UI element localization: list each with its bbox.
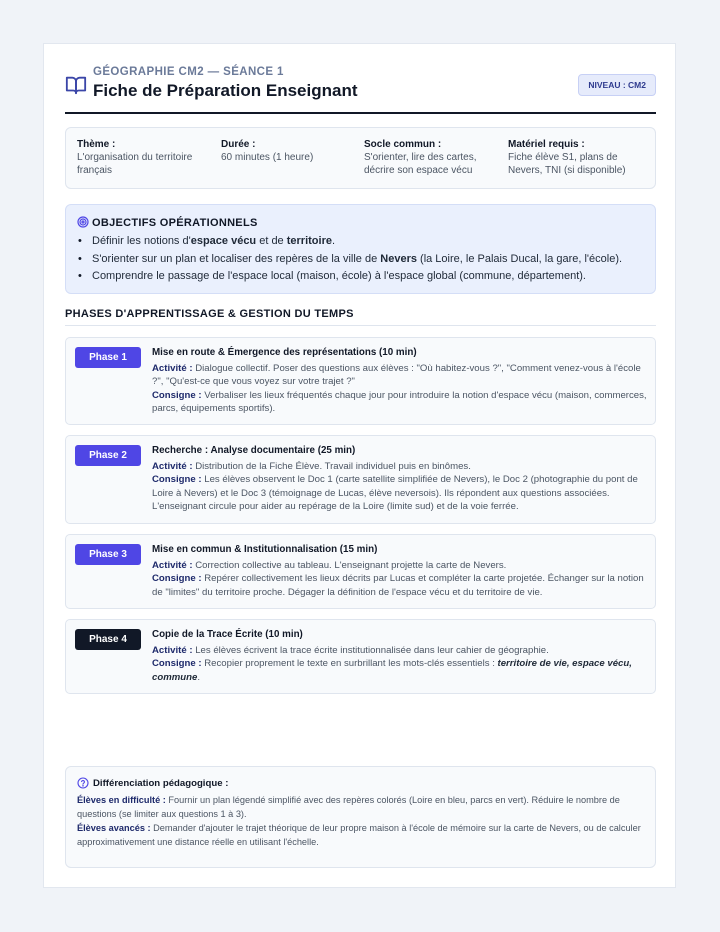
meta-value: Fiche élève S1, plans de Nevers, TNI (si disponible) <box>508 152 626 176</box>
phase-instruction: Consigne : Les élèves observent le Doc 1 (carte satellite simplifiée de Nevers), le Doc 2 (photographie du pont de Loire à Nevers) et le Doc 3 (témoignage de Lucas, élève neversois). Ils répondent aux questions associées. L'enseignant circule pour aider au repérage de la Loire (limite sud) et de la voie ferrée. <box>152 474 638 512</box>
keywords: territoire de vie, espace vécu, commune <box>152 658 632 683</box>
meta-value: 60 minutes (1 heure) <box>221 152 314 163</box>
phase-badge: Phase 3 <box>75 544 141 565</box>
phase-title: Mise en commun & Institutionnalisation (15 min) <box>152 544 378 555</box>
meta-duration <box>221 138 351 164</box>
differentiation-heading: Différenciation pédagogique : <box>77 777 228 789</box>
phase-badge: Phase 2 <box>75 445 141 466</box>
differentiation-box <box>65 766 656 868</box>
meta-value: L'organisation du territoire français <box>77 152 193 176</box>
phases-section-title: PHASES D'APPRENTISSAGE & GESTION DU TEMPS <box>65 308 656 326</box>
book-open-icon <box>65 74 87 96</box>
meta-material <box>508 138 638 177</box>
lesson-plan-page <box>43 43 676 888</box>
phase-title: Copie de la Trace Écrite (10 min) <box>152 629 303 640</box>
phase-instruction: Consigne : Recopier proprement le texte en surbrillant les mots-clés essentiels : territoire de vie, espace vécu, commune. <box>152 658 632 683</box>
meta-value: S'orienter, lire des cartes, décrire son espace vécu <box>364 152 477 176</box>
phase-body <box>152 346 649 416</box>
meta-label: Matériel requis : <box>508 139 585 150</box>
phase-activity: Activité : Distribution de la Fiche Élève. Travail individuel puis en binômes. <box>152 460 471 472</box>
list-item: • Comprendre le passage de l'espace local (maison, école) à l'espace global (commune, département). <box>78 268 622 286</box>
phase-activity: Activité : Dialogue collectif. Poser des questions aux élèves : "Où habitez-vous ?", "Comment venez-vous à l'école ?", "Qu'est-ce que vous voyez sur votre trajet ?" <box>152 362 641 387</box>
phase-body <box>152 543 649 599</box>
phase-badge: Phase 4 <box>75 629 141 650</box>
differentiation-body <box>77 793 646 849</box>
phase-card-1 <box>65 337 656 425</box>
phase-activity: Activité : Correction collective au tableau. L'enseignant projette la carte de Nevers. <box>152 559 507 571</box>
meta-label: Socle commun : <box>364 139 442 150</box>
phase-body <box>152 444 649 514</box>
phase-instruction: Consigne : Repérer collectivement les lieux décrits par Lucas et compléter la carte projetée. Échanger sur la notion de "limites" du territoire proche. Dégager la définition de l'espace vécu et du territoire de vie. <box>152 573 644 598</box>
phase-card-4 <box>65 619 656 694</box>
objectives-box <box>65 204 656 294</box>
objectives-list <box>78 233 622 286</box>
phase-activity: Activité : Les élèves écrivent la trace écrite institutionnalisée dans leur cahier de géographie. <box>152 644 549 656</box>
advanced-paragraph: Élèves avancés : Demander d'ajouter le trajet théorique de leur propre maison à l'école de mémoire sur la carte de Nevers, ou de calculer approximativement une distance réelle en utilisant l'échelle. <box>77 823 641 847</box>
phase-instruction: Consigne : Verbaliser les lieux fréquentés chaque jour pour introduire la notion d'espace vécu (maison, commerces, parcs, équipements sportifs). <box>152 389 647 414</box>
objectives-heading-text: OBJECTIFS OPÉRATIONNELS <box>92 217 258 229</box>
list-item: • Définir les notions d'espace vécu et de territoire. <box>78 233 622 251</box>
level-badge: NIVEAU : CM2 <box>578 74 656 96</box>
phase-title: Mise en route & Émergence des représentations (10 min) <box>152 347 417 358</box>
lesson-kicker: GÉOGRAPHIE CM2 — SÉANCE 1 <box>93 66 284 78</box>
meta-label: Thème : <box>77 139 116 150</box>
phase-card-3 <box>65 534 656 609</box>
objectives-heading <box>77 216 258 229</box>
lesson-meta-box <box>65 127 656 189</box>
phase-card-2 <box>65 435 656 524</box>
page-header <box>65 66 656 114</box>
target-icon <box>77 216 89 228</box>
phase-badge: Phase 1 <box>75 347 141 368</box>
meta-theme <box>77 138 207 177</box>
meta-socle <box>364 138 494 177</box>
phase-title: Recherche : Analyse documentaire (25 min) <box>152 445 356 456</box>
help-circle-icon <box>77 777 89 789</box>
meta-label: Durée : <box>221 139 256 150</box>
list-item: • S'orienter sur un plan et localiser des repères de la ville de Nevers (la Loire, le Palais Ducal, la gare, l'école). <box>78 251 622 269</box>
phase-body <box>152 628 649 684</box>
difficulty-paragraph: Élèves en difficulté : Fournir un plan légendé simplifié avec des repères colorés (Loire en bleu, parcs en vert). Réduire le nombre de questions (se limiter aux questions 1 à 3). <box>77 795 620 819</box>
page-title: Fiche de Préparation Enseignant <box>93 81 358 100</box>
